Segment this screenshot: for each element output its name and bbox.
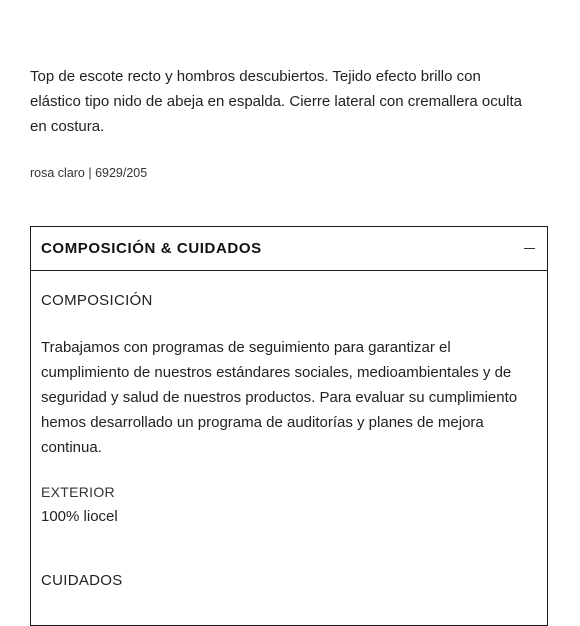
product-color-reference: rosa claro | 6929/205 [30, 166, 148, 180]
minus-icon[interactable] [524, 248, 535, 249]
composicion-text: Trabajamos con programas de seguimiento para garantizar el cumplimiento de nuestros estándares sociales, medioambientales y de seguridad y salud de nuestros productos. Para evaluar su cumplimiento hemos desarrollado un programa de auditorías y planes de mejora continua. [41, 339, 518, 456]
composition-care-accordion [30, 226, 548, 626]
exterior-value: 100% liocel [41, 508, 118, 525]
composicion-heading: COMPOSICIÓN [41, 292, 153, 309]
product-description: Top de escote recto y hombros descubiertos. Tejido efecto brillo con elástico tipo nido de abeja en espalda. Cierre lateral con cremallera oculta en costura. [30, 68, 522, 135]
cuidados-heading: CUIDADOS [41, 572, 123, 589]
accordion-title: COMPOSICIÓN & CUIDADOS [41, 240, 262, 257]
exterior-label: EXTERIOR [41, 484, 115, 500]
accordion-header[interactable] [31, 227, 547, 271]
